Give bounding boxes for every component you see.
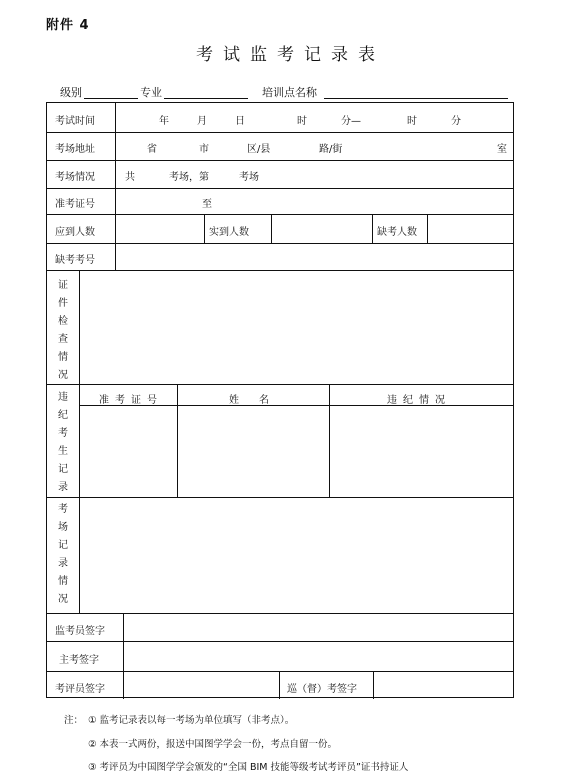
chief-sign-label: 主考签字 (59, 655, 99, 666)
invigilator-sign-label: 监考员签字 (55, 626, 105, 637)
start-hour-unit: 时 (297, 116, 307, 127)
site-field[interactable] (324, 98, 508, 99)
absent-ids-label: 缺考考号 (55, 255, 95, 266)
ticket-range-to: 至 (202, 199, 212, 210)
district-unit: 区/县 (247, 144, 271, 155)
level-label: 级别 (60, 86, 82, 99)
col-name: 姓 名 (229, 395, 269, 406)
level-field[interactable] (84, 98, 138, 99)
exam-room-info-label: 考场情况 (55, 172, 95, 183)
notes-prefix: 注： (64, 715, 84, 726)
note-item-1: ① 监考记录表以每一考场为单位填写（非考点）。 (88, 715, 295, 726)
attachment-label: 附件 4 (46, 18, 90, 33)
city-unit: 市 (199, 144, 209, 155)
col-ticket-no: 准考证号 (99, 395, 163, 406)
col-violation: 违纪情况 (387, 395, 451, 406)
header-fields (52, 84, 522, 100)
site-label: 培训点名称 (262, 86, 317, 99)
room-unit: 室 (497, 144, 507, 155)
page-title: 考试监考记录表 (196, 45, 385, 65)
inspector-sign-label: 巡（督）考签字 (287, 684, 357, 695)
major-field[interactable] (164, 98, 248, 99)
room-record-label: 考场记录情况 (58, 504, 68, 605)
ticket-no-label: 准考证号 (55, 199, 95, 210)
exam-record-table (46, 102, 514, 698)
total-text: 共 (125, 172, 135, 183)
violation-label: 违纪考生记录 (58, 392, 68, 493)
actual-count-label: 实到人数 (209, 227, 249, 238)
end-hour-unit: 时 (407, 116, 417, 127)
month-unit: 月 (197, 116, 207, 127)
year-unit: 年 (159, 116, 169, 127)
room-text: 考场 (239, 172, 259, 183)
exam-address-label: 考场地址 (55, 144, 95, 155)
id-check-label: 证件检查情况 (58, 280, 68, 381)
day-unit: 日 (235, 116, 245, 127)
exam-time-label: 考试时间 (55, 116, 95, 127)
evaluator-sign-label: 考评员签字 (55, 684, 105, 695)
note-item-3: ③ 考评员为中国图学学会颁发的“全国 BIM 技能等级考试考评员”证书持证人 (88, 762, 409, 773)
major-label: 专业 (140, 86, 162, 99)
start-minute-unit: 分— (341, 116, 361, 127)
note-item-2: ② 本表一式两份，报送中国图学学会一份，考点自留一份。 (88, 739, 338, 750)
rooms-text: 考场，第 (169, 172, 209, 183)
expected-count-label: 应到人数 (55, 227, 95, 238)
road-unit: 路/街 (319, 144, 343, 155)
absent-count-label: 缺考人数 (377, 227, 417, 238)
province-unit: 省 (147, 144, 157, 155)
end-minute-unit: 分 (451, 116, 461, 127)
